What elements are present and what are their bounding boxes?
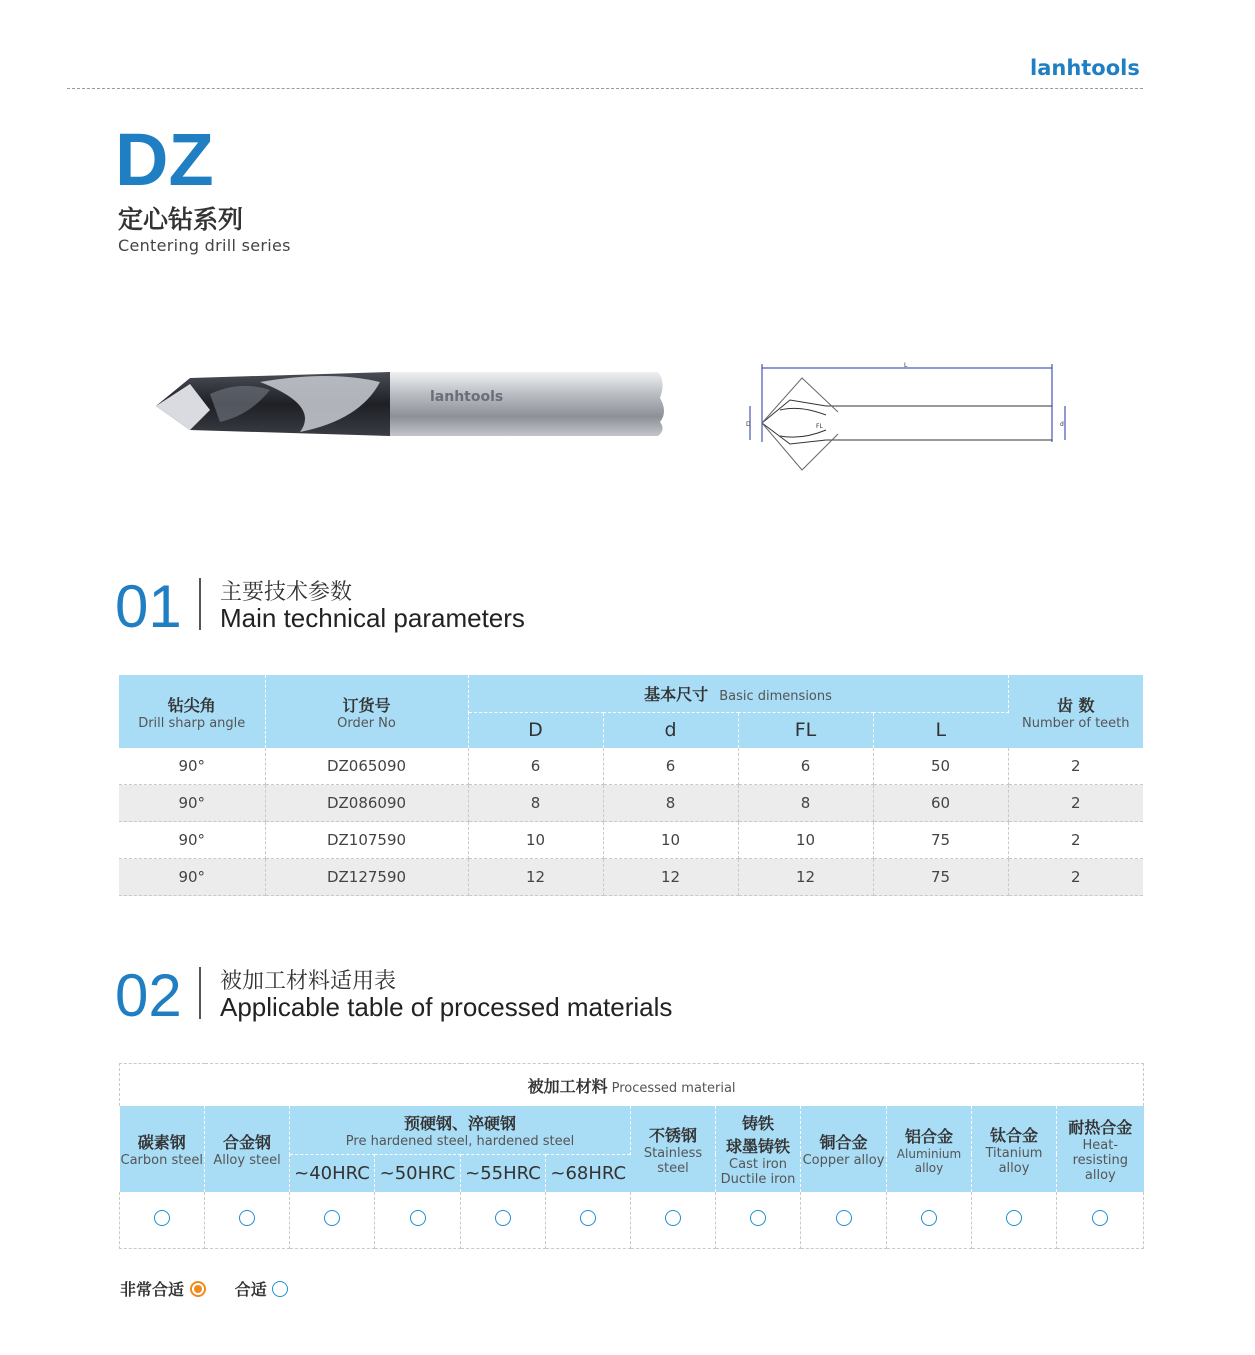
series-title-en: Centering drill series <box>118 236 291 255</box>
header-D: D <box>468 712 603 748</box>
suitable-mark <box>546 1192 631 1249</box>
series-code: DZ <box>115 118 214 201</box>
material-stainless-steel: 不锈钢 Stainless steel <box>631 1106 716 1192</box>
suitable-circle-icon <box>410 1210 426 1226</box>
hardness-68hrc: ~68HRC <box>546 1154 631 1192</box>
suitable-mark <box>887 1192 972 1249</box>
parameters-table <box>119 675 1143 896</box>
material-carbon-steel: 碳素钢 Carbon steel <box>120 1106 205 1192</box>
hardness-50hrc: ~50HRC <box>375 1154 461 1192</box>
series-title-cn: 定心钻系列 <box>118 205 244 234</box>
technical-drawing <box>740 360 1080 475</box>
engraved-logo: lanhtools <box>430 389 504 405</box>
suitable-mark <box>1057 1192 1144 1249</box>
drawing-label-fl: FL <box>816 423 823 430</box>
section-number-1: 01 <box>115 573 182 640</box>
product-image <box>150 360 670 450</box>
suitable-mark <box>801 1192 887 1249</box>
suitable-circle-icon <box>239 1210 255 1226</box>
header-d: d <box>603 712 738 748</box>
hardness-40hrc: ~40HRC <box>290 1154 375 1192</box>
suitable-mark <box>290 1192 375 1249</box>
header-FL: FL <box>738 712 873 748</box>
suitable-mark <box>716 1192 801 1249</box>
header-drill-angle: 钻尖角 Drill sharp angle <box>119 675 265 748</box>
header-divider <box>67 88 1143 89</box>
drawing-label-l: L <box>904 362 908 369</box>
material-aluminium-alloy: 铝合金 Aluminium alloy <box>887 1106 972 1192</box>
drawing-label-d: D <box>746 421 751 428</box>
suitable-circle-icon <box>324 1210 340 1226</box>
suitable-mark <box>972 1192 1057 1249</box>
material-heat-resisting-alloy: 耐热合金 Heat- resisting alloy <box>1068 1118 1133 1183</box>
hardness-55hrc: ~55HRC <box>461 1154 546 1192</box>
suitable-circle-icon <box>580 1210 596 1226</box>
suitability-row <box>120 1192 1144 1249</box>
section-divider-2 <box>199 967 201 1019</box>
table-row: 90° DZ086090 8 8 8 60 2 <box>119 785 1143 822</box>
table-row: 90° DZ107590 10 10 10 75 2 <box>119 822 1143 859</box>
suitable-circle-icon <box>750 1210 766 1226</box>
legend-suitable-label: 合适 <box>234 1280 267 1299</box>
section-title-en-1: Main technical parameters <box>220 603 525 633</box>
suitable-icon <box>272 1281 288 1297</box>
processed-material-caption: 被加工材料 Processed material <box>120 1064 1144 1107</box>
section-divider-1 <box>199 578 201 630</box>
section-number-2: 02 <box>115 962 182 1029</box>
header-basic-dimensions: 基本尺寸 Basic dimensions <box>468 675 1008 712</box>
section-title-en-2: Applicable table of processed materials <box>220 992 673 1022</box>
suitable-mark <box>205 1192 290 1249</box>
section-title-cn-1: 主要技术参数 <box>220 580 353 605</box>
suitable-circle-icon <box>495 1210 511 1226</box>
material-hardened-steel: 预硬钢、淬硬钢 Pre hardened steel, hardened steel <box>290 1106 631 1154</box>
suitable-circle-icon <box>154 1210 170 1226</box>
header-teeth: 齿 数 Number of teeth <box>1022 695 1130 731</box>
brand-logo: lanhtools <box>1030 56 1140 80</box>
materials-table <box>119 1063 1144 1249</box>
drawing-label-d-shank: d <box>1060 421 1064 428</box>
suitable-mark <box>375 1192 461 1249</box>
material-cast-iron: 铸铁 球墨铸铁 Cast iron Ductile iron <box>716 1106 801 1192</box>
table-row: 90° DZ127590 12 12 12 75 2 <box>119 859 1143 896</box>
header-order-no: 订货号 Order No <box>265 675 468 748</box>
material-copper-alloy: 铜合金 Copper alloy <box>801 1106 887 1192</box>
suitable-circle-icon <box>1006 1210 1022 1226</box>
header-L: L <box>935 719 947 742</box>
section-title-cn-2: 被加工材料适用表 <box>220 969 397 994</box>
suitable-circle-icon <box>665 1210 681 1226</box>
suitable-circle-icon <box>1092 1210 1108 1226</box>
material-alloy-steel: 合金钢 Alloy steel <box>205 1106 290 1192</box>
suitable-mark <box>461 1192 546 1249</box>
suitable-mark <box>120 1192 205 1249</box>
legend <box>120 1277 288 1300</box>
material-titanium-alloy: 钛合金 Titanium alloy <box>972 1106 1057 1192</box>
suitable-circle-icon <box>836 1210 852 1226</box>
very-suitable-icon <box>190 1281 206 1297</box>
suitable-mark <box>631 1192 716 1249</box>
suitable-circle-icon <box>921 1210 937 1226</box>
table-row: 90° DZ065090 6 6 6 50 2 <box>119 748 1143 785</box>
legend-very-suitable-label: 非常合适 <box>120 1280 185 1299</box>
